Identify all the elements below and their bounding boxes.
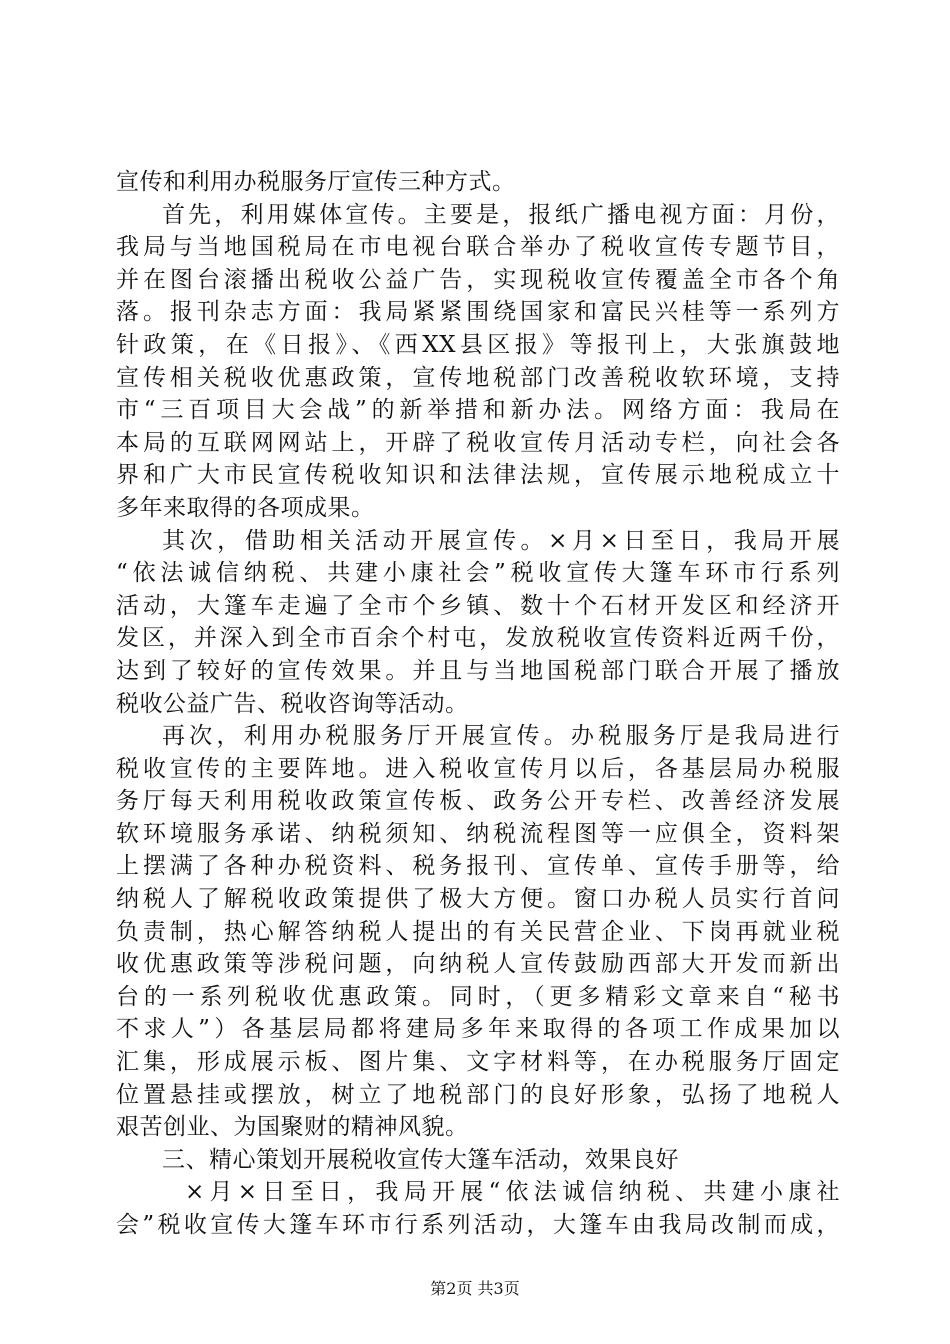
text-line: “依法诚信纳税、共建小康社会”税收宣传大篷车环市行系列 [116, 560, 840, 587]
text-line: 三、精心策划开展税收宣传大篷车活动，效果良好 [162, 1146, 679, 1173]
text-line: 宣传和利用办税服务厅宣传三种方式。 [116, 169, 516, 195]
text-line: 针政策，在《日报》、《西XX县区报》等报刊上，大张旗鼓地 [116, 331, 840, 358]
text-line: 市“三百项目大会战”的新举措和新办法。网络方面：我局在 [116, 397, 840, 424]
text-line: 宣传相关税收优惠政策，宣传地税部门改善税收软环境，支持 [116, 364, 840, 391]
text-line: 其次，借助相关活动开展宣传。×月×日至日，我局开展 [162, 527, 840, 554]
text-line: 会”税收宣传大篷车环市行系列活动，大篷车由我局改制而成， [116, 1212, 840, 1238]
text-line: 汇集，形成展示板、图片集、文字材料等，在办税服务厅固定 [116, 1049, 840, 1076]
text-line: 多年来取得的各项成果。 [116, 494, 375, 521]
text-line: 首先，利用媒体宣传。主要是，报纸广播电视方面：月份， [162, 201, 840, 228]
text-line: 落。报刊杂志方面：我局紧紧围绕国家和富民兴桂等一系列方 [116, 299, 840, 326]
text-line: 达到了较好的宣传效果。并且与当地国税部门联合开展了播放 [116, 657, 840, 684]
text-line: ×月×日至日，我局开展“依法诚信纳税、共建小康社 [185, 1179, 840, 1206]
text-line: 软环境服务承诺、纳税须知、纳税流程图等一应俱全，资料架 [116, 820, 840, 847]
text-line: 发区，并深入到全市百余个村屯，发放税收宣传资料近两千份， [116, 625, 840, 652]
text-line: 上摆满了各种办税资料、税务报刊、宣传单、宣传手册等，给 [116, 853, 840, 880]
text-line: 负责制，热心解答纳税人提出的有关民营企业、下岗再就业税 [116, 918, 840, 945]
text-line: 务厅每天利用税收政策宣传板、政务公开专栏、改善经济发展 [116, 788, 840, 815]
text-line: 我局与当地国税局在市电视台联合举办了税收宣传专题节目， [116, 234, 840, 261]
text-line: 本局的互联网网站上，开辟了税收宣传月活动专栏，向社会各 [116, 429, 840, 456]
document-body [116, 166, 840, 1242]
text-line: 艰苦创业、为国聚财的精神风貌。 [116, 1114, 469, 1141]
text-line: 位置悬挂或摆放，树立了地税部门的良好形象，弘扬了地税人 [116, 1081, 840, 1108]
text-line: 台的一系列税收优惠政策。同时，（更多精彩文章来自“秘书 [116, 983, 840, 1010]
text-line: 税收公益广告、税收咨询等活动。 [116, 690, 469, 717]
page-footer: 第2页 共3页 [430, 1279, 520, 1298]
text-line: 纳税人了解税收政策提供了极大方便。窗口办税人员实行首问 [116, 886, 840, 913]
text-line: 再次，利用办税服务厅开展宣传。办税服务厅是我局进行 [162, 723, 840, 750]
text-line: 并在图台滚播出税收公益广告，实现税收宣传覆盖全市各个角 [116, 266, 840, 293]
text-line: 活动，大篷车走遍了全市个乡镇、数十个石材开发区和经济开 [116, 592, 840, 619]
text-line: 界和广大市民宣传税收知识和法律法规，宣传展示地税成立十 [116, 462, 840, 489]
text-line: 收优惠政策等涉税问题，向纳税人宣传鼓励西部大开发而新出 [116, 951, 840, 978]
text-line: 税收宣传的主要阵地。进入税收宣传月以后，各基层局办税服 [116, 755, 840, 782]
text-line: 不求人”）各基层局都将建局多年来取得的各项工作成果加以 [116, 1016, 840, 1043]
